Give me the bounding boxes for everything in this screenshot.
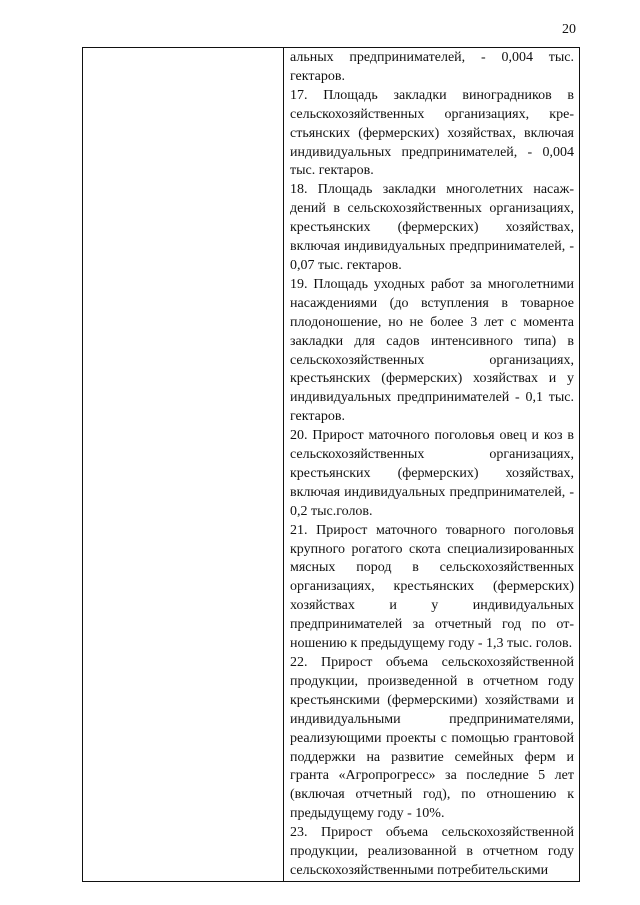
indicator-item-17: 17. Площадь закладки виноградников в сельскохозяйственных организациях, крестьянских (фермерских) хозяйствах, включая индивидуальных предпринимателей, - 0,004 тыс. гектаров. xyxy=(290,87,574,179)
indicator-item-19: 19. Площадь уходных работ за многолетними насаждениями (до вступления в товарное плодоношение, но не более 3 лет с момента закладки для садов интенсивного типа) в сельскохозяйственных организациях, крестьянских (фермерских) хозяйствах и у индивидуальных предпринимателей - 0,1 тыс. гектаров. xyxy=(290,276,574,425)
indicator-item-23: 23. Прирост объема сельскохозяйственной продукции, реализованной в отчетном году сельскохозяйственными потребительскими xyxy=(290,825,574,878)
indicator-item-20: 20. Прирост маточного поголовья овец и коз в сельскохозяйственных организациях, крестьянских (фермерских) хозяйствах, включая индивидуальных предпринимателей, - 0,2 тыс.голов. xyxy=(290,428,574,519)
indicator-item-21: 21. Прирост маточного товарного поголовья крупного рогатого скота специализированных мясных пород в сельскохозяйственных организациях, крестьянских (фермерских) хозяйствах и у индивидуальных предпринимателей за отчетный год по отношению к предыдущему году - 1,3 тыс. голов. xyxy=(290,522,574,652)
indicator-item-22: 22. Прирост объема сельскохозяйственной продукции, произведенной в отчетном году крестьянскими (фермерскими) хозяйствами и индивидуальными предпринимателями, реализующими проекты с помощью грантовой поддержки на развитие семейных ферм и гранта «Агропрогресс» за последние 5 лет (включая отчетный год), по отношению к предыдущему году - 10%. xyxy=(290,655,574,822)
page-number: 20 xyxy=(562,22,576,37)
table-cell-right xyxy=(284,48,580,882)
table-cell-left-empty xyxy=(83,48,284,882)
indicator-item-continuation: альных предпринимателей, - 0,004 тыс. гектаров. xyxy=(290,50,574,84)
indicators-list xyxy=(284,48,579,881)
indicator-item-18: 18. Площадь закладки многолетних насаждений в сельскохозяйственных организациях, крестьянских (фермерских) хозяйствах, включая индивидуальных предпринимателей, - 0,07 тыс. гектаров. xyxy=(290,182,574,273)
document-table xyxy=(82,47,580,882)
table-row xyxy=(83,48,580,882)
